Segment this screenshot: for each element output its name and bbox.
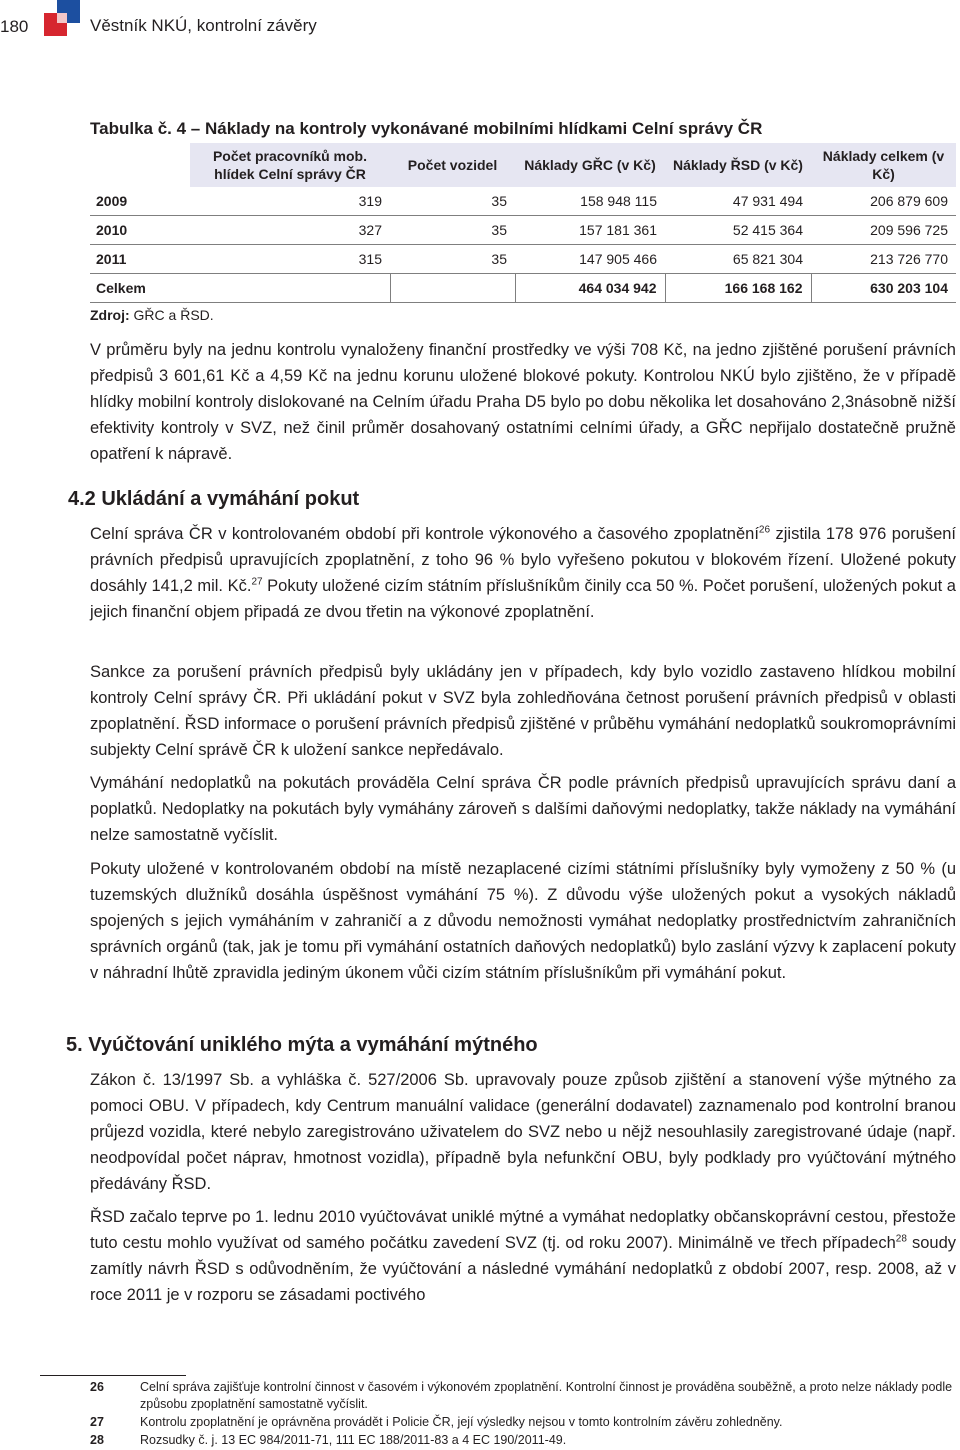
table-cell: 35 (390, 245, 515, 274)
table-cell: 209 596 725 (811, 216, 956, 245)
footnote-text: Kontrolu zpoplatnění je oprávněna provádět i Policie ČR, její výsledky nejsou v tomto kontrolním závěru zohledněny. (140, 1415, 783, 1429)
table-cell: 35 (390, 216, 515, 245)
column-header: Počet vozidel (390, 143, 515, 187)
table-cell: 52 415 364 (665, 216, 811, 245)
row-label: 2009 (90, 187, 190, 216)
footnote (90, 1414, 956, 1431)
table-cell (190, 274, 390, 303)
footnote-number: 28 (90, 1433, 104, 1447)
section-heading: 4.2 Ukládání a vymáhání pokut (68, 488, 360, 510)
row-label: 2011 (90, 245, 190, 274)
text-run: ŘSD začalo teprve po 1. lednu 2010 vyúčtovávat uniklé mýtné a vymáhat nedoplatky občanskoprávní cestou, přestože tuto cestu mohlo využívat od samého počátku zavedení SVZ (tj. od roku 2007). Minimálně ve třech případech (90, 1208, 956, 1252)
footnote-ref: 27 (251, 576, 263, 588)
table-cell: 206 879 609 (811, 187, 956, 216)
table-cell: 147 905 466 (515, 245, 665, 274)
table-cell: 35 (390, 187, 515, 216)
paragraph: Sankce za porušení právních předpisů byly ukládány jen v případech, kdy bylo vozidlo zastaveno hlídkou mobilní kontroly Celní správy ČR. Při ukládání pokut v SVZ byla zohledňována četnost porušení právních předpisů v oblasti zpoplatnění. ŘSD informace o porušení právních předpisů zjištěné v průběhu vymáhání nedoplatků soukromoprávními subjekty Celní správě ČR k uložení sankce nepředávalo. (90, 663, 956, 759)
table-source (90, 307, 214, 323)
cost-table (90, 143, 956, 303)
paragraph: Pokuty uložené v kontrolovaném období na místě nezaplacené cizími státními příslušníky byly vymoženy z 50 % (u tuzemských dlužníků dosáhla úspěšnost vymáhání 75 %). Z důvodu výše uložených pokut a vysokých nákladů spojených s jejich vymáháním v zahraničí a z důvodu nemožnosti vymáhat nedoplatky prostřednictvím zahraničních správních orgánů (tak, jak je tomu při vymáhání ostatních daňových nedoplatků) bylo zaslání výzvy k zaplacení pokuty v náhradní lhůtě zpravidla jediným úkonem vůči cizím státním příslušníkům při vymáhání pokut. (90, 860, 956, 982)
paragraph: V průměru byly na jednu kontrolu vynaloženy finanční prostředky ve výši 708 Kč, na jedno zjištěné porušení právních předpisů 3 601,61 Kč a 4,59 Kč na jednu korunu uložené blokové pokuty. Kontrolou NKÚ bylo zjištěno, že v případě hlídky mobilní kontroly dislokované na Celním úřadu Praha D5 bylo po dobu několika let dosahováno 2,3násobně nižší efektivity kontroly v SVZ, než činil průměr dosahovaný ostatními celními úřady, a GŘC nepřijalo dostatečně pružně opatření k nápravě. (90, 341, 956, 463)
nku-logo-icon (44, 0, 80, 38)
table-header-row (90, 143, 956, 187)
column-header: Náklady celkem (v Kč) (811, 143, 956, 187)
row-label: Celkem (90, 274, 190, 303)
row-label: 2010 (90, 216, 190, 245)
footnote-text: Rozsudky č. j. 13 EC 984/2011-71, 111 EC 188/2011-83 a 4 EC 190/2011-49. (140, 1433, 567, 1447)
table-caption: Tabulka č. 4 – Náklady na kontroly vykonávané mobilními hlídkami Celní správy ČR (90, 119, 763, 138)
column-header: Počet pracovníků mob. hlídek Celní správy ČR (190, 143, 390, 187)
table-row (90, 216, 956, 245)
paragraph (90, 1204, 956, 1308)
footnote-number: 27 (90, 1415, 104, 1429)
text-run: Celní správa ČR v kontrolovaném období při kontrole výkonového a časového zpoplatnění (90, 525, 759, 543)
footnote (90, 1379, 956, 1413)
table-row (90, 245, 956, 274)
text-run: zjistila 178 976 porušení právních předpisů upravujících zpoplatnění, z toho 96 % bylo vyřešeno pokutou v blokovém řízení. Uložené pokuty dosáhly 141,2 mil. Kč. (90, 525, 957, 595)
table-row (90, 187, 956, 216)
table-cell: 166 168 162 (665, 274, 811, 303)
paragraph: Vymáhání nedoplatků na pokutách prováděla Celní správa ČR podle právních předpisů upravujících správu daní a poplatků. Nedoplatky na pokutách byly vymáhány zároveň s dalšími daňovými nedoplatky, takže náklady na vymáhání nelze samostatně vyčíslit. (90, 774, 956, 844)
running-title: Věstník NKÚ, kontrolní závěry (90, 16, 317, 35)
page-number: 180 (0, 17, 29, 36)
table-cell: 65 821 304 (665, 245, 811, 274)
table-cell: 47 931 494 (665, 187, 811, 216)
table-cell: 315 (190, 245, 390, 274)
column-header: Náklady ŘSD (v Kč) (665, 143, 811, 187)
table-cell: 630 203 104 (811, 274, 956, 303)
paragraph: Zákon č. 13/1997 Sb. a vyhláška č. 527/2006 Sb. upravovaly pouze způsob zjištění a stanovení výše mýtného za pomoci OBU. V případech, kdy Centrum manuální validace (generální dodavatel) zaznamenalo pod kontrolní branou průjezd vozidla, které nebylo zaregistrováno uživatelem do SVZ nebo u nějž nesouhlasily zaregistrované údaje (např. neodpovídal počet náprav, hmotnost vozidla), případně byla nefunkční OBU, byly podklady pro vyúčtování mýtného předávány ŘSD. (90, 1071, 956, 1193)
footnote-text: Celní správa zajišťuje kontrolní činnost v časovém i výkonovém zpoplatnění. Kontrolní činnost je prováděna souběžně, a proto nelze náklady podle způsobu zpoplatnění samostatně vyčíslit. (140, 1380, 953, 1411)
column-header: Náklady GŘC (v Kč) (515, 143, 665, 187)
table-cell: 464 034 942 (515, 274, 665, 303)
footnote-ref: 28 (895, 1233, 907, 1245)
table-cell: 158 948 115 (515, 187, 665, 216)
table-cell (390, 274, 515, 303)
section-heading: 5. Vyúčtování unikléh​o mýta a vymáhání mýtného (66, 1034, 538, 1056)
table-cell: 213 726 770 (811, 245, 956, 274)
text-run: soudy zamítly návrh ŘSD s odůvodněním, že vyúčtování a následné vymáhání nedoplatků z období 2007, resp. 2008, až v roce 2011 je v rozporu se zásadami poctivého (90, 1234, 956, 1304)
footnote-number: 26 (90, 1380, 104, 1394)
text-run: Pokuty uložené cizím státním příslušníkům činily cca 50 %. Počet porušení, uložených pokut a jejich finanční objem připadá ze dvou třetin na výkonové zpoplatnění. (90, 577, 956, 621)
paragraph (90, 521, 956, 625)
table-cell: 157 181 361 (515, 216, 665, 245)
page-header (0, 0, 960, 50)
source-value: GŘC a ŘSD. (133, 307, 214, 323)
footnote-divider (40, 1375, 186, 1376)
footnote (90, 1432, 956, 1449)
table-total-row (90, 274, 956, 303)
footnote-ref: 26 (758, 524, 771, 536)
table-cell: 327 (190, 216, 390, 245)
source-label: Zdroj: (90, 307, 130, 323)
table-cell: 319 (190, 187, 390, 216)
header-corner (90, 143, 190, 187)
